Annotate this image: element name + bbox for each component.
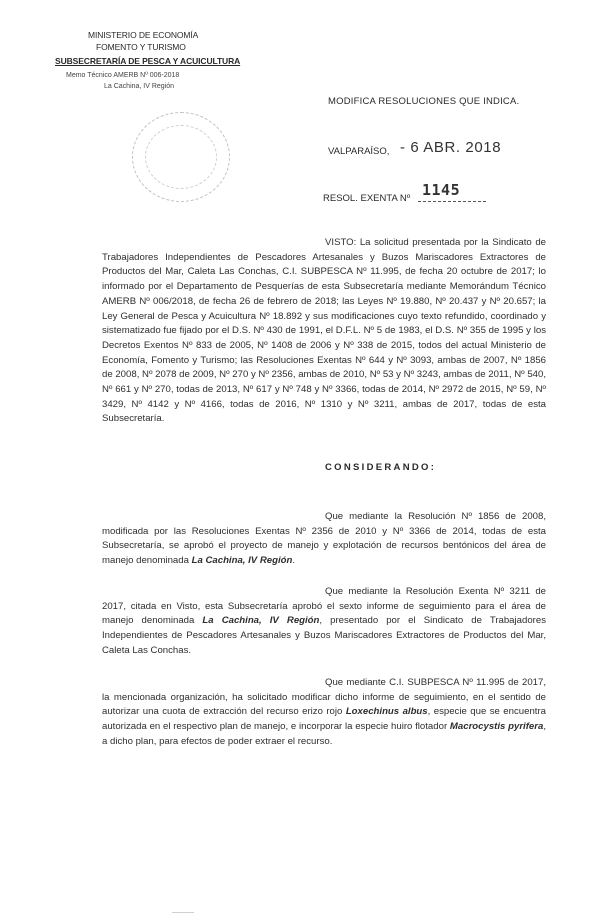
scan-artifact-mark [172,912,194,913]
considerando-1-text-a: Que mediante la Resolución Nº 1856 de 2008, modificada por las Resoluciones Exentas Nº 2356 de 2010 y Nº 3366 de 2014, todas de esta Subsecretaría, se aprobó el proyecto de manejo y explotación de recursos bentónicos del área de manejo denominada [102,511,546,567]
considerando-2-area-name: La Cachina, IV Región [202,615,320,627]
resolution-title: MODIFICA RESOLUCIONES QUE INDICA. [328,96,520,107]
considerando-2-text-b: , presentado por el Sindicato de Trabajadores Independientes de Pescadores Artesanales y Buzos Mariscadores Extractores de Productos del Mar, Caleta Las Conchas. [102,615,546,656]
subsecretaria-name: SUBSECRETARÍA DE PESCA Y ACUICULTURA [55,56,241,66]
considerando-3-species-1: Loxechinus albus [345,706,428,718]
considerando-1 [102,510,546,569]
considerando-2-text-a: Que mediante la Resolución Exenta Nº 3211 de 2017, citada en Visto, esta Subsecretaría aprobó el sexto informe de seguimiento para el área de manejo denominada [102,586,546,627]
considerando-2 [102,585,546,659]
date-label: VALPARAÍSO, [328,146,390,157]
memo-reference: Memo Técnico AMERB Nº 006-2018 [66,72,180,79]
ministry-name: MINISTERIO DE ECONOMÍA [88,30,199,40]
considerando-3 [102,676,546,750]
resolution-number: 1145 [422,181,461,199]
ministry-subtitle: FOMENTO Y TURISMO [96,42,186,52]
considerando-3-text-a: Que mediante C.I. SUBPESCA Nº 11.995 de 2017, la mencionada organización, ha solicitado modificar dicho informe de seguimiento, en el sentido de autorizar una cuota de extracción del recurso erizo rojo [102,677,546,718]
considerando-3-text-c: , a dicho plan, para efectos de poder extraer el recurso. [102,721,546,747]
official-seal-inner-ring [145,125,217,189]
visto-paragraph: VISTO: La solicitud presentada por la Sindicato de Trabajadores Independientes de Pescadores Artesanales y Buzos Mariscadores Extractores de Productos del Mar, Caleta Las Conchas, C.I. SUBPESCA Nº 11.995, de fecha 20 octubre de 2017; lo informado por el Departamento de Pesquerías de esta Subsecretaría mediante Memorándum Técnico AMERB Nº 006/2018, de fecha 26 de febrero de 2018; las Leyes Nº 19.880, Nº 20.437 y Nº 20.657; la Ley General de Pesca y Acuicultura Nº 18.892 y sus modificaciones cuyo texto refundido, coordinado y sistematizado fue fijado por el D.S. Nº 430 de 1991, el D.F.L. Nº 5 de 1983, el D.S. Nº 355 de 1995 y los Decretos Exentos Nº 833 de 2005, Nº 1408 de 2006 y Nº 338 de 2015, todos del actual Ministerio de Economía, Fomento y Turismo; las Resoluciones Exentas Nº 644 y Nº 3093, ambas de 2007, Nº 1856 de 2008, Nº 2078 de 2009, Nº 270 y Nº 2356, ambas de 2010, Nº 53 y Nº 3243, ambas de 2011, Nº 540, Nº 661 y Nº 270, todas de 2013, Nº 617 y Nº 748 y Nº 3366, todas de 2014, Nº 2972 de 2015, Nº 59, Nº 3429, Nº 4142 y Nº 4166, todas de 2016, Nº 1310 y Nº 3211, ambas de 2017, todas de esta Subsecretaría. [102,237,546,425]
resolution-number-underline [418,201,486,202]
considerando-1-area-name: La Cachina, IV Región [191,555,293,567]
considerando-3-species-2: Macrocystis pyrifera [449,721,544,733]
considerando-heading: CONSIDERANDO: [325,462,437,473]
date-stamp: - 6 ABR. 2018 [400,139,502,156]
official-seal-stamp [132,112,230,202]
resolution-label: RESOL. EXENTA Nº [323,193,411,204]
place-reference: La Cachina, IV Región [104,83,175,90]
considerando-3-text-b: , especie que se encuentra autorizada en el respectivo plan de manejo, e incorporar la especie huiro flotador [102,706,546,733]
considerando-1-text-b: . [292,555,296,567]
